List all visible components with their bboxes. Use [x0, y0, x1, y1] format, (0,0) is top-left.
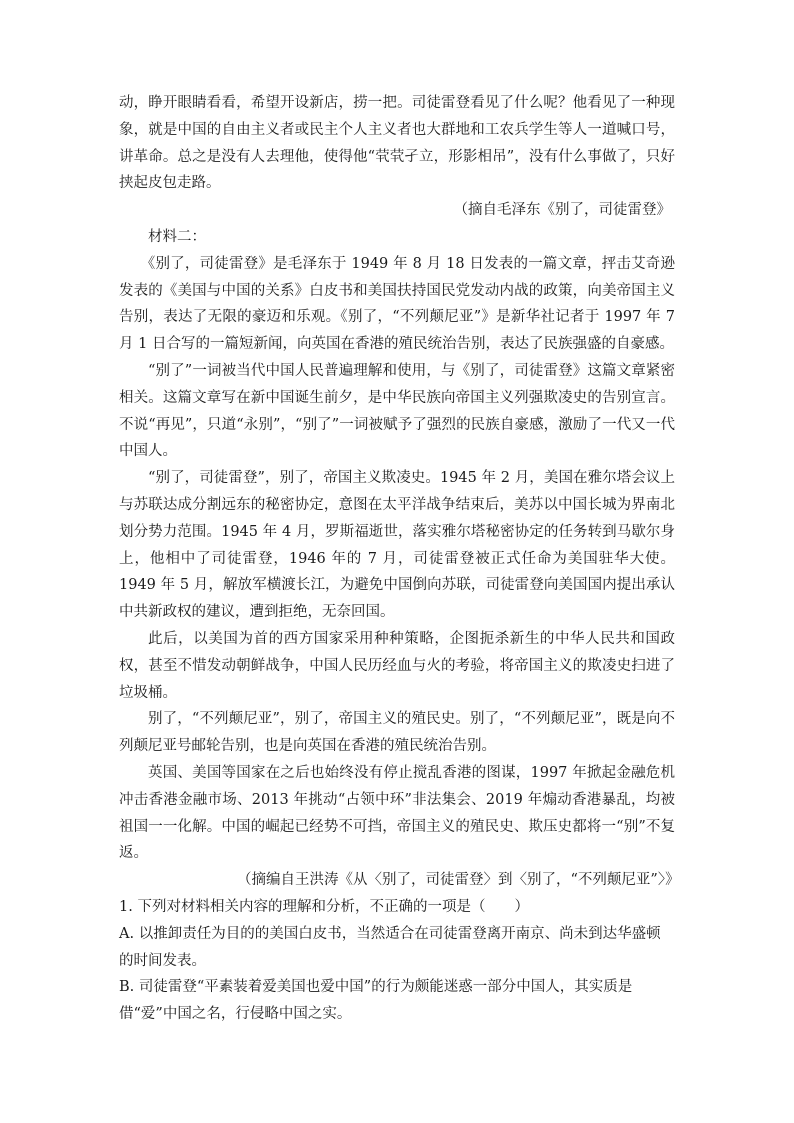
material2-source: （摘编自王洪涛《从〈别了，司徒雷登〉到〈别了，“不列颠尼亚”〉》	[237, 872, 680, 889]
material2-paragraph: “别了，司徒雷登”，别了，帝国主义欺凌史。1945 年 2 月，美国在雅尔塔会议上与苏联达成分割远东的秘密协定，意图在太平洋战争结束后，美苏以中国长城为界南北划分势力范围。1945 年 4 月，罗斯福逝世，落实雅尔塔秘密协定的任务转到马歇尔身上，他相中了司徒雷登，1946 年的 7 月，司徒雷登被正式任命为美国驻华大使。1949 年 5 月，解放军横渡长江，为避免中国倒向苏联，司徒雷登向美国国内提出承认中共新政权的建议，遭到拒绝，无奈回国。	[119, 470, 675, 621]
material2-paragraph: 英国、美国等国家在之后也始终没有停止搅乱香港的图谋，1997 年掀起金融危机冲击香港金融市场、2013 年挑动“占领中环”非法集会、2019 年煽动香港暴乱，均被祖国一一化解。中国的崛起已经势不可挡，帝国主义的殖民史、欺压史都将一“别”不复返。	[119, 764, 675, 862]
reading-passage	[119, 90, 680, 1028]
material1-continuation: 动，睁开眼睛看看，希望开设新店，捞一把。司徒雷登看见了什么呢？他看见了一种现象，就是中国的自由主义者或民主个人主义者也大群地和工农兵学生等人一道喊口号，讲革命。总之是没有人去理他，使得他“茕茕孑立，形影相吊”，没有什么事做了，只好挟起皮包走路。	[119, 95, 675, 192]
option-a: A. 以推卸责任为目的的美国白皮书，当然适合在司徒雷登离开南京、尚未到达华盛顿的时间发表。	[119, 925, 661, 969]
material2-paragraph: “别了”一词被当代中国人民普遍理解和使用，与《别了，司徒雷登》这篇文章紧密相关。这篇文章写在新中国诞生前夕，是中华民族向帝国主义列强欺凌史的告别宣言。不说“再见”，只道“永别”，“别了”一词被赋予了强烈的民族自豪感，激励了一代又一代中国人。	[119, 362, 675, 460]
material2-paragraph: 别了，“不列颠尼亚”，别了，帝国主义的殖民史。别了，“不列颠尼亚”，既是向不列颠尼亚号邮轮告别，也是向英国在香港的殖民统治告别。	[119, 711, 675, 755]
material2-paragraph: 此后，以美国为首的西方国家采用种种策略，企图扼杀新生的中华人民共和国政权，甚至不惜发动朝鲜战争，中国人民历经血与火的考验，将帝国主义的欺凌史扫进了垃圾桶。	[119, 630, 675, 701]
option-b: B. 司徒雷登“平素装着爱美国也爱中国”的行为颇能迷惑一部分中国人，其实质是借“爱”中国之名，行侵略中国之实。	[119, 979, 633, 1023]
material2-paragraph: 《别了，司徒雷登》是毛泽东于 1949 年 8 月 18 日发表的一篇文章，抨击艾奇逊发表的《美国与中国的关系》白皮书和美国扶持国民党发动内战的政策，向美帝国主义告别，表达了无限的豪迈和乐观。《别了，“不列颠尼亚”》是新华社记者于 1997 年 7 月 1 日合写的一篇短新闻，向英国在香港的殖民统治告别，表达了民族强盛的自豪感。	[119, 255, 675, 353]
material2-heading: 材料二：	[148, 228, 206, 245]
question-stem: 1. 下列对材料相关内容的理解和分析，不正确的一项是（ ）	[119, 898, 529, 915]
material1-source: （摘自毛泽东《别了，司徒雷登》	[453, 202, 671, 219]
